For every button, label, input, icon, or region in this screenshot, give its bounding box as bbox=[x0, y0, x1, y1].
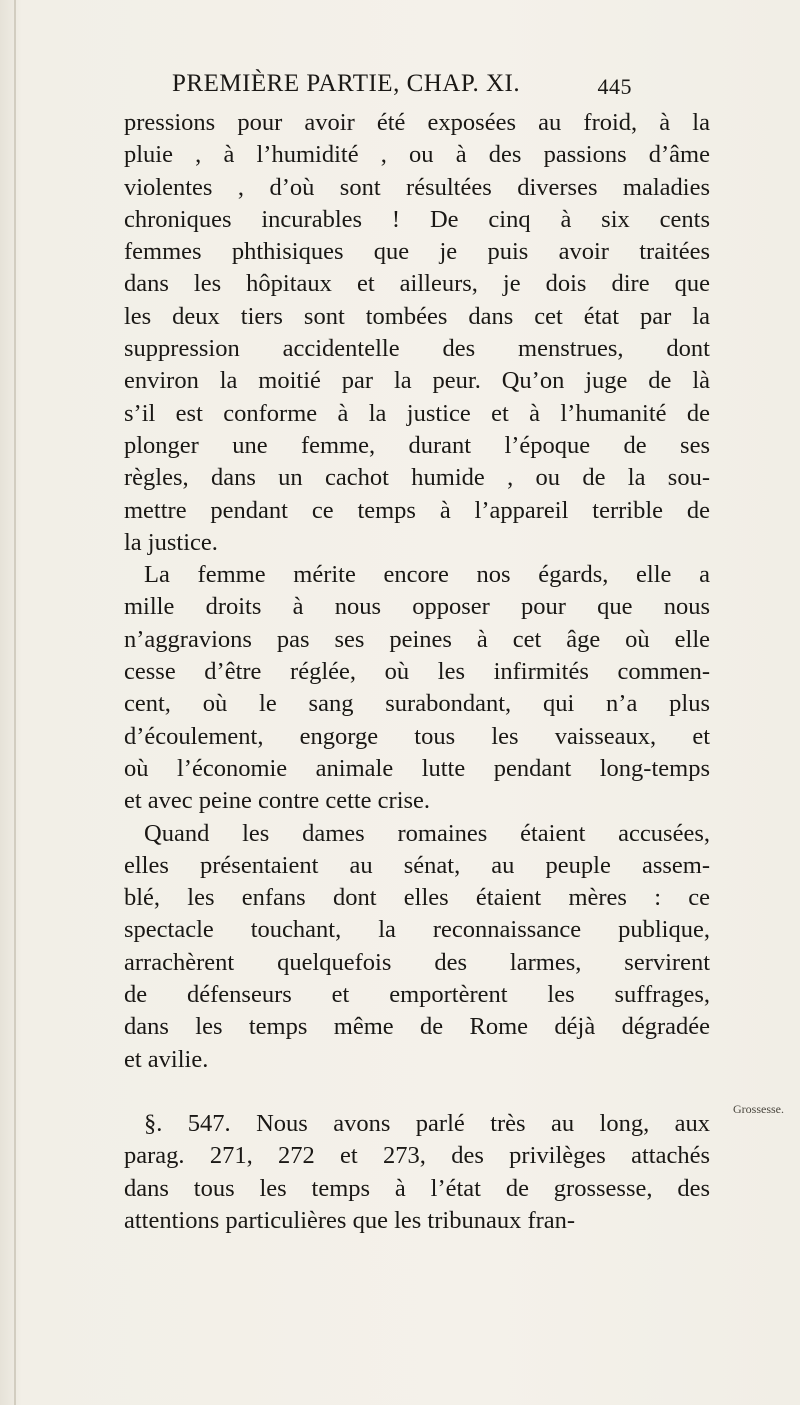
page-edge bbox=[14, 0, 16, 1405]
text-line: dans les temps même de Rome déjà dégradée bbox=[124, 1013, 710, 1041]
body-text bbox=[124, 107, 710, 1237]
text-line: parag. 271, 272 et 273, des privilèges attachés bbox=[124, 1142, 710, 1170]
text-line: la justice. bbox=[124, 528, 218, 556]
text-line: §. 547. Nous avons parlé très au long, aux bbox=[144, 1109, 710, 1137]
text-line: mille droits à nous opposer pour que nous bbox=[124, 593, 710, 621]
margin-note: Grossesse. bbox=[733, 1102, 784, 1116]
text-line: mettre pendant ce temps à l’appareil terrible de bbox=[124, 496, 710, 524]
text-line: plonger une femme, durant l’époque de ses bbox=[124, 431, 710, 459]
text-line: où l’économie animale lutte pendant long-temps bbox=[124, 754, 710, 782]
text-line: violentes , d’où sont résultées diverses maladies bbox=[124, 173, 710, 201]
paragraph-p3 bbox=[124, 818, 710, 1076]
running-head-title: PREMIÈRE PARTIE, CHAP. XI. bbox=[172, 70, 521, 97]
running-head bbox=[172, 70, 632, 104]
text-line: et avilie. bbox=[124, 1045, 209, 1073]
text-line: attentions particulières que les tribunaux fran- bbox=[124, 1206, 576, 1234]
text-line: La femme mérite encore nos égards, elle a bbox=[144, 561, 710, 589]
text-line: suppression accidentelle des menstrues, dont bbox=[124, 335, 710, 363]
text-line: cent, où le sang surabondant, qui n’a plus bbox=[124, 690, 710, 718]
text-line: d’écoulement, engorge tous les vaisseaux, et bbox=[124, 722, 710, 750]
text-line: pressions pour avoir été exposées au froid, à la bbox=[124, 109, 710, 136]
page-number: 445 bbox=[597, 74, 632, 99]
text-line: pluie , à l’humidité , ou à des passions d’âme bbox=[124, 141, 710, 169]
text-line: dans tous les temps à l’état de grossesse, des bbox=[124, 1174, 710, 1202]
text-line: environ la moitié par la peur. Qu’on juge de là bbox=[124, 367, 710, 395]
paragraph-p2 bbox=[124, 559, 710, 817]
paragraph-p4 bbox=[124, 1108, 710, 1237]
text-line: s’il est conforme à la justice et à l’humanité de bbox=[124, 399, 710, 427]
text-line: cesse d’être réglée, où les infirmités commen- bbox=[124, 658, 710, 686]
text-line: blé, les enfans dont elles étaient mères : ce bbox=[124, 884, 710, 912]
text-line: elles présentaient au sénat, au peuple assem- bbox=[124, 851, 710, 879]
paragraph-p1 bbox=[124, 107, 710, 559]
text-line: n’aggravions pas ses peines à cet âge où elle bbox=[124, 625, 710, 653]
text-line: dans les hôpitaux et ailleurs, je dois dire que bbox=[124, 270, 710, 298]
paragraph-gap bbox=[124, 1076, 710, 1108]
text-line: les deux tiers sont tombées dans cet état par la bbox=[124, 302, 710, 330]
text-line: de défenseurs et emportèrent les suffrages, bbox=[124, 981, 710, 1009]
text-line: spectacle touchant, la reconnaissance publique, bbox=[124, 916, 710, 944]
text-line: chroniques incurables ! De cinq à six cents bbox=[124, 205, 710, 233]
text-line: et avec peine contre cette crise. bbox=[124, 787, 431, 815]
text-line: Quand les dames romaines étaient accusées, bbox=[144, 819, 710, 847]
text-line: femmes phthisiques que je puis avoir traitées bbox=[124, 238, 710, 266]
text-line: arrachèrent quelquefois des larmes, servirent bbox=[124, 948, 710, 976]
text-line: règles, dans un cachot humide , ou de la sou- bbox=[124, 464, 710, 492]
